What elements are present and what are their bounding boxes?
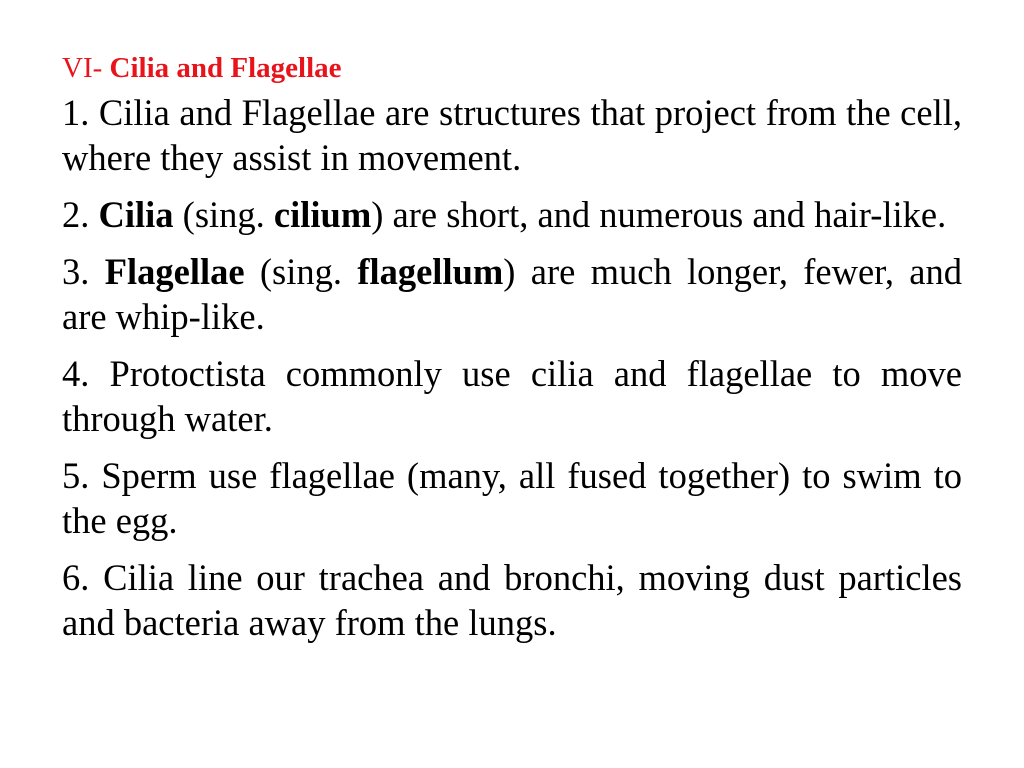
point-3 xyxy=(62,249,962,339)
heading-prefix: VI- xyxy=(62,52,110,84)
point-text: (sing. xyxy=(244,251,358,292)
point-text: Cilia and Flagellae are structures that project from the cell, where they assist in movement. xyxy=(62,92,962,178)
point-text: (sing. xyxy=(173,194,274,235)
point-text: Protoctista commonly use cilia and flagellae to move through water. xyxy=(62,353,962,439)
point-number: 2. xyxy=(62,194,90,235)
point-number: 1. xyxy=(62,92,90,133)
term-flagellum: flagellum xyxy=(357,251,504,292)
point-5 xyxy=(62,453,962,543)
term-cilia: Cilia xyxy=(98,194,174,235)
point-2 xyxy=(62,192,962,237)
point-number: 4. xyxy=(62,353,90,394)
slide-content xyxy=(62,48,962,657)
point-number: 3. xyxy=(62,251,90,292)
point-6 xyxy=(62,555,962,645)
term-cilium: cilium xyxy=(273,194,372,235)
point-text: ) are much longer, fewer, and are whip-like. xyxy=(62,251,962,337)
point-number: 6. xyxy=(62,557,90,598)
point-text: ) are short, and numerous and hair-like. xyxy=(371,194,947,235)
term-flagellae: Flagellae xyxy=(104,251,245,292)
point-1 xyxy=(62,90,962,180)
section-heading xyxy=(62,48,962,88)
point-text: Sperm use flagellae (many, all fused together) to swim to the egg. xyxy=(62,455,963,541)
heading-title: Cilia and Flagellae xyxy=(109,52,342,84)
point-number: 5. xyxy=(62,455,90,496)
point-4 xyxy=(62,351,962,441)
point-text: Cilia line our trachea and bronchi, moving dust particles and bacteria away from the lungs. xyxy=(62,557,962,643)
